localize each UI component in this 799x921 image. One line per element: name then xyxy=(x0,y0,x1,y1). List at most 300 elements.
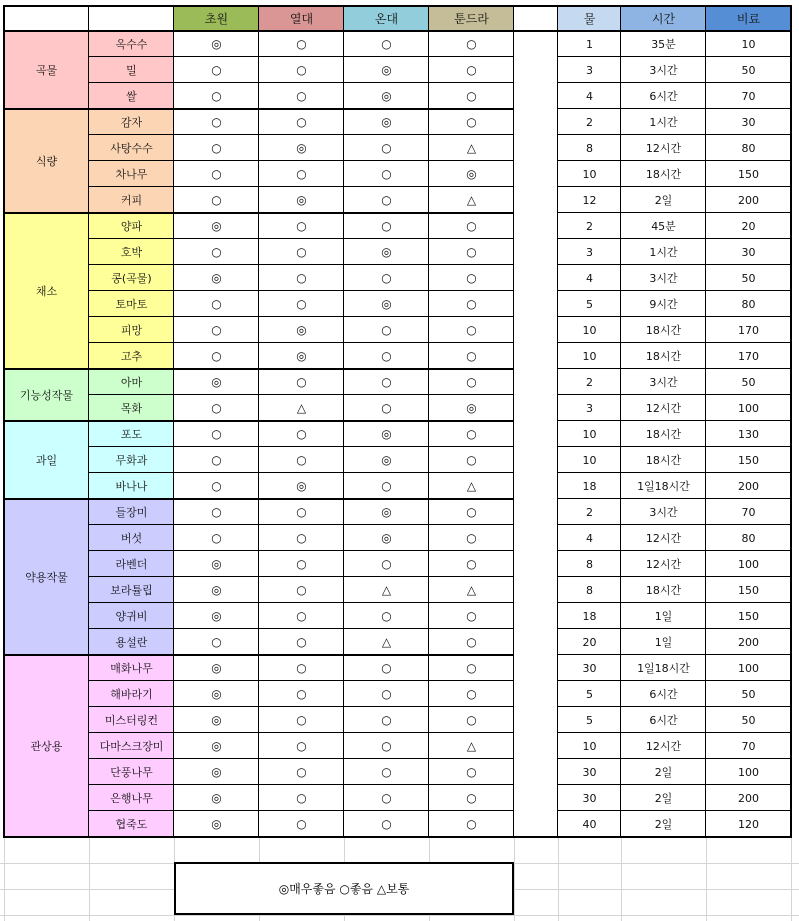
time-value[interactable] xyxy=(621,603,706,629)
time-value[interactable] xyxy=(621,525,706,551)
cost-value[interactable] xyxy=(706,577,791,603)
time-value[interactable] xyxy=(621,785,706,811)
suitability-mark[interactable] xyxy=(344,83,429,109)
cost-value[interactable] xyxy=(706,187,791,213)
suitability-mark-text: ○ xyxy=(211,635,222,649)
suitability-mark[interactable] xyxy=(429,499,514,525)
spacer-cell[interactable] xyxy=(514,239,558,265)
water-value[interactable] xyxy=(558,447,621,473)
suitability-mark[interactable] xyxy=(259,811,344,837)
time-value[interactable] xyxy=(621,187,706,213)
spacer-cell[interactable] xyxy=(514,655,558,681)
suitability-mark[interactable] xyxy=(344,109,429,135)
suitability-mark[interactable] xyxy=(344,343,429,369)
suitability-mark[interactable] xyxy=(259,57,344,83)
spacer-cell[interactable] xyxy=(514,213,558,239)
suitability-mark[interactable] xyxy=(429,525,514,551)
spacer-cell[interactable] xyxy=(514,57,558,83)
time-value[interactable] xyxy=(621,681,706,707)
spacer-cell[interactable] xyxy=(514,369,558,395)
cost-value[interactable] xyxy=(706,811,791,837)
suitability-mark[interactable] xyxy=(174,603,259,629)
suitability-mark[interactable] xyxy=(344,681,429,707)
cost-value[interactable] xyxy=(706,239,791,265)
water-value[interactable] xyxy=(558,31,621,57)
suitability-mark[interactable] xyxy=(259,681,344,707)
cost-value[interactable] xyxy=(706,343,791,369)
time-value[interactable] xyxy=(621,239,706,265)
spacer-cell[interactable] xyxy=(514,109,558,135)
suitability-mark[interactable] xyxy=(429,135,514,161)
water-value[interactable] xyxy=(558,681,621,707)
suitability-mark[interactable] xyxy=(429,759,514,785)
suitability-mark[interactable] xyxy=(174,629,259,655)
suitability-mark[interactable] xyxy=(259,369,344,395)
time-value[interactable] xyxy=(621,473,706,499)
water-value[interactable] xyxy=(558,421,621,447)
spacer-cell[interactable] xyxy=(514,317,558,343)
cost-value[interactable] xyxy=(706,447,791,473)
suitability-mark[interactable] xyxy=(344,577,429,603)
suitability-mark[interactable] xyxy=(259,785,344,811)
suitability-mark[interactable] xyxy=(344,499,429,525)
water-value[interactable] xyxy=(558,629,621,655)
suitability-mark[interactable] xyxy=(429,447,514,473)
time-value[interactable] xyxy=(621,551,706,577)
suitability-mark[interactable] xyxy=(344,551,429,577)
water-value[interactable] xyxy=(558,499,621,525)
suitability-mark[interactable] xyxy=(344,31,429,57)
time-value[interactable] xyxy=(621,395,706,421)
suitability-mark[interactable] xyxy=(259,109,344,135)
spacer-cell[interactable] xyxy=(514,187,558,213)
time-value[interactable] xyxy=(621,811,706,837)
suitability-mark[interactable] xyxy=(174,343,259,369)
spacer-cell[interactable] xyxy=(514,447,558,473)
suitability-mark[interactable] xyxy=(259,187,344,213)
water-value[interactable] xyxy=(558,213,621,239)
spacer-cell[interactable] xyxy=(514,291,558,317)
category-6[interactable] xyxy=(4,655,89,837)
header-spacer[interactable] xyxy=(514,5,558,31)
crop-name[interactable] xyxy=(89,135,174,161)
time-value[interactable] xyxy=(621,369,706,395)
suitability-mark[interactable] xyxy=(259,239,344,265)
suitability-mark[interactable] xyxy=(344,655,429,681)
suitability-mark[interactable] xyxy=(344,265,429,291)
suitability-mark[interactable] xyxy=(344,317,429,343)
suitability-mark[interactable] xyxy=(174,551,259,577)
spacer-cell[interactable] xyxy=(514,811,558,837)
suitability-mark[interactable] xyxy=(259,447,344,473)
suitability-mark[interactable] xyxy=(344,369,429,395)
cost-value[interactable] xyxy=(706,31,791,57)
water-value[interactable] xyxy=(558,395,621,421)
time-value[interactable] xyxy=(621,577,706,603)
suitability-mark[interactable] xyxy=(429,655,514,681)
suitability-mark-text: ○ xyxy=(381,557,392,571)
suitability-mark[interactable] xyxy=(429,343,514,369)
suitability-mark[interactable] xyxy=(259,577,344,603)
suitability-mark[interactable] xyxy=(174,109,259,135)
category-2[interactable] xyxy=(4,213,89,369)
water-value[interactable] xyxy=(558,603,621,629)
spacer-cell[interactable] xyxy=(514,161,558,187)
water-value[interactable] xyxy=(558,83,621,109)
cost-value[interactable] xyxy=(706,551,791,577)
suitability-mark[interactable] xyxy=(174,525,259,551)
water-value[interactable] xyxy=(558,317,621,343)
spacer-cell[interactable] xyxy=(514,343,558,369)
time-value[interactable] xyxy=(621,343,706,369)
suitability-mark[interactable] xyxy=(259,759,344,785)
time-value[interactable] xyxy=(621,135,706,161)
header-tundra[interactable] xyxy=(429,5,514,31)
suitability-mark[interactable] xyxy=(344,629,429,655)
suitability-mark[interactable] xyxy=(259,499,344,525)
crop-name[interactable] xyxy=(89,499,174,525)
crop-name[interactable] xyxy=(89,187,174,213)
category-1[interactable] xyxy=(4,109,89,213)
cost-value[interactable] xyxy=(706,135,791,161)
water-value[interactable] xyxy=(558,239,621,265)
suitability-mark[interactable] xyxy=(429,681,514,707)
header-temperate[interactable] xyxy=(344,5,429,31)
crop-name[interactable] xyxy=(89,733,174,759)
spacer-cell[interactable] xyxy=(514,83,558,109)
water-value[interactable] xyxy=(558,525,621,551)
time-value-text: 9시간 xyxy=(649,298,678,311)
crop-name[interactable] xyxy=(89,447,174,473)
suitability-mark[interactable] xyxy=(174,655,259,681)
water-value[interactable] xyxy=(558,759,621,785)
water-value[interactable] xyxy=(558,369,621,395)
suitability-mark[interactable] xyxy=(344,811,429,837)
crop-name[interactable] xyxy=(89,707,174,733)
water-value[interactable] xyxy=(558,343,621,369)
spacer-cell[interactable] xyxy=(514,551,558,577)
suitability-mark[interactable] xyxy=(174,681,259,707)
crop-name[interactable] xyxy=(89,811,174,837)
suitability-mark[interactable] xyxy=(344,785,429,811)
spacer-cell[interactable] xyxy=(514,759,558,785)
cost-value[interactable] xyxy=(706,525,791,551)
suitability-mark[interactable] xyxy=(259,473,344,499)
crop-name[interactable] xyxy=(89,109,174,135)
time-value[interactable] xyxy=(621,447,706,473)
suitability-mark[interactable] xyxy=(429,239,514,265)
water-value[interactable] xyxy=(558,135,621,161)
suitability-mark[interactable] xyxy=(174,291,259,317)
water-value[interactable] xyxy=(558,291,621,317)
crop-name[interactable] xyxy=(89,629,174,655)
crop-name[interactable] xyxy=(89,785,174,811)
suitability-mark[interactable] xyxy=(429,213,514,239)
water-value[interactable] xyxy=(558,733,621,759)
header-cost[interactable] xyxy=(706,5,791,31)
cost-value[interactable] xyxy=(706,473,791,499)
crop-name[interactable] xyxy=(89,57,174,83)
water-value[interactable] xyxy=(558,473,621,499)
time-value[interactable] xyxy=(621,109,706,135)
spacer-cell[interactable] xyxy=(514,733,558,759)
cost-value[interactable] xyxy=(706,395,791,421)
suitability-mark[interactable] xyxy=(174,213,259,239)
spacer-cell[interactable] xyxy=(514,525,558,551)
time-value[interactable] xyxy=(621,655,706,681)
water-value[interactable] xyxy=(558,785,621,811)
suitability-mark[interactable] xyxy=(344,213,429,239)
time-value[interactable] xyxy=(621,499,706,525)
suitability-mark[interactable] xyxy=(174,733,259,759)
suitability-mark[interactable] xyxy=(429,317,514,343)
suitability-mark[interactable] xyxy=(344,57,429,83)
water-value[interactable] xyxy=(558,707,621,733)
crop-name[interactable] xyxy=(89,421,174,447)
water-value[interactable] xyxy=(558,577,621,603)
suitability-mark[interactable] xyxy=(429,57,514,83)
cost-value[interactable] xyxy=(706,655,791,681)
legend-box[interactable] xyxy=(174,862,514,915)
crop-name[interactable] xyxy=(89,759,174,785)
suitability-mark[interactable] xyxy=(429,733,514,759)
suitability-mark[interactable] xyxy=(344,421,429,447)
crop-name[interactable] xyxy=(89,525,174,551)
suitability-mark[interactable] xyxy=(344,135,429,161)
suitability-mark[interactable] xyxy=(344,447,429,473)
suitability-mark[interactable] xyxy=(429,369,514,395)
cost-value[interactable] xyxy=(706,759,791,785)
suitability-mark[interactable] xyxy=(174,135,259,161)
time-value[interactable] xyxy=(621,161,706,187)
suitability-mark[interactable] xyxy=(174,811,259,837)
crop-name[interactable] xyxy=(89,291,174,317)
suitability-mark[interactable] xyxy=(344,603,429,629)
suitability-mark[interactable] xyxy=(259,707,344,733)
time-value[interactable] xyxy=(621,707,706,733)
time-value[interactable] xyxy=(621,759,706,785)
category-4[interactable] xyxy=(4,421,89,499)
suitability-mark[interactable] xyxy=(429,551,514,577)
cost-value[interactable] xyxy=(706,603,791,629)
category-5[interactable] xyxy=(4,499,89,655)
suitability-mark[interactable] xyxy=(259,629,344,655)
header-blank-b[interactable] xyxy=(89,5,174,31)
suitability-mark[interactable] xyxy=(429,109,514,135)
suitability-mark[interactable] xyxy=(174,317,259,343)
spacer-cell[interactable] xyxy=(514,499,558,525)
suitability-mark[interactable] xyxy=(174,239,259,265)
crop-name[interactable] xyxy=(89,395,174,421)
time-value[interactable] xyxy=(621,733,706,759)
suitability-mark[interactable] xyxy=(429,811,514,837)
suitability-mark[interactable] xyxy=(344,759,429,785)
suitability-mark[interactable] xyxy=(174,577,259,603)
water-value[interactable] xyxy=(558,265,621,291)
crop-name[interactable] xyxy=(89,317,174,343)
suitability-mark[interactable] xyxy=(344,733,429,759)
suitability-mark[interactable] xyxy=(344,291,429,317)
time-value[interactable] xyxy=(621,83,706,109)
time-value[interactable] xyxy=(621,317,706,343)
cost-value[interactable] xyxy=(706,109,791,135)
suitability-mark[interactable] xyxy=(429,707,514,733)
suitability-mark[interactable] xyxy=(429,473,514,499)
spacer-cell[interactable] xyxy=(514,681,558,707)
cost-value[interactable] xyxy=(706,161,791,187)
suitability-mark[interactable] xyxy=(259,83,344,109)
cost-value[interactable] xyxy=(706,317,791,343)
cost-value[interactable] xyxy=(706,369,791,395)
cost-value[interactable] xyxy=(706,629,791,655)
header-time[interactable] xyxy=(621,5,706,31)
cost-value[interactable] xyxy=(706,265,791,291)
header-tropical[interactable] xyxy=(259,5,344,31)
suitability-mark[interactable] xyxy=(429,265,514,291)
suitability-mark[interactable] xyxy=(344,161,429,187)
suitability-mark[interactable] xyxy=(429,83,514,109)
water-value[interactable] xyxy=(558,811,621,837)
spacer-cell[interactable] xyxy=(514,395,558,421)
spacer-cell[interactable] xyxy=(514,603,558,629)
suitability-mark[interactable] xyxy=(174,187,259,213)
suitability-mark[interactable] xyxy=(429,577,514,603)
time-value[interactable] xyxy=(621,629,706,655)
suitability-mark[interactable] xyxy=(259,291,344,317)
suitability-mark[interactable] xyxy=(429,785,514,811)
suitability-mark[interactable] xyxy=(259,525,344,551)
cost-value[interactable] xyxy=(706,707,791,733)
water-value[interactable] xyxy=(558,57,621,83)
spacer-cell[interactable] xyxy=(514,31,558,57)
crop-name[interactable] xyxy=(89,239,174,265)
time-value[interactable] xyxy=(621,421,706,447)
cost-value[interactable] xyxy=(706,785,791,811)
cost-value[interactable] xyxy=(706,83,791,109)
crop-name[interactable] xyxy=(89,577,174,603)
time-value[interactable] xyxy=(621,265,706,291)
water-value[interactable] xyxy=(558,551,621,577)
time-value[interactable] xyxy=(621,57,706,83)
crop-name[interactable] xyxy=(89,551,174,577)
suitability-mark[interactable] xyxy=(174,31,259,57)
suitability-mark[interactable] xyxy=(344,239,429,265)
suitability-mark[interactable] xyxy=(429,421,514,447)
water-value[interactable] xyxy=(558,109,621,135)
suitability-mark[interactable] xyxy=(174,473,259,499)
suitability-mark[interactable] xyxy=(174,395,259,421)
time-value[interactable] xyxy=(621,31,706,57)
suitability-mark[interactable] xyxy=(429,161,514,187)
crop-name[interactable] xyxy=(89,369,174,395)
suitability-mark[interactable] xyxy=(259,421,344,447)
suitability-mark[interactable] xyxy=(174,369,259,395)
suitability-mark[interactable] xyxy=(429,31,514,57)
suitability-mark[interactable] xyxy=(344,473,429,499)
suitability-mark[interactable] xyxy=(259,603,344,629)
suitability-mark[interactable] xyxy=(259,733,344,759)
spacer-cell[interactable] xyxy=(514,785,558,811)
suitability-mark[interactable] xyxy=(174,499,259,525)
suitability-mark[interactable] xyxy=(344,707,429,733)
time-value[interactable] xyxy=(621,213,706,239)
crop-name[interactable] xyxy=(89,31,174,57)
header-grassland[interactable] xyxy=(174,5,259,31)
header-blank-a[interactable] xyxy=(4,5,89,31)
suitability-mark[interactable] xyxy=(259,317,344,343)
suitability-mark[interactable] xyxy=(259,31,344,57)
crop-name[interactable] xyxy=(89,213,174,239)
suitability-mark[interactable] xyxy=(429,187,514,213)
suitability-mark[interactable] xyxy=(174,421,259,447)
suitability-mark[interactable] xyxy=(259,265,344,291)
suitability-mark[interactable] xyxy=(259,395,344,421)
suitability-mark[interactable] xyxy=(174,785,259,811)
suitability-mark[interactable] xyxy=(429,603,514,629)
spacer-cell[interactable] xyxy=(514,629,558,655)
cost-value[interactable] xyxy=(706,733,791,759)
spacer-cell[interactable] xyxy=(514,265,558,291)
suitability-mark[interactable] xyxy=(174,83,259,109)
suitability-mark[interactable] xyxy=(174,265,259,291)
suitability-mark[interactable] xyxy=(259,343,344,369)
crop-name[interactable] xyxy=(89,161,174,187)
suitability-mark[interactable] xyxy=(344,187,429,213)
suitability-mark[interactable] xyxy=(259,161,344,187)
spacer-cell[interactable] xyxy=(514,421,558,447)
suitability-mark[interactable] xyxy=(429,395,514,421)
suitability-mark[interactable] xyxy=(344,525,429,551)
category-0[interactable] xyxy=(4,31,89,109)
crop-name[interactable] xyxy=(89,343,174,369)
category-3[interactable] xyxy=(4,369,89,421)
suitability-mark[interactable] xyxy=(174,57,259,83)
suitability-mark[interactable] xyxy=(259,135,344,161)
water-value[interactable] xyxy=(558,187,621,213)
suitability-mark[interactable] xyxy=(174,447,259,473)
water-value[interactable] xyxy=(558,655,621,681)
crop-name[interactable] xyxy=(89,603,174,629)
suitability-mark[interactable] xyxy=(344,395,429,421)
suitability-mark[interactable] xyxy=(259,213,344,239)
suitability-mark[interactable] xyxy=(259,551,344,577)
crop-name[interactable] xyxy=(89,473,174,499)
cost-value[interactable] xyxy=(706,291,791,317)
spacer-cell[interactable] xyxy=(514,135,558,161)
suitability-mark[interactable] xyxy=(429,629,514,655)
spacer-cell[interactable] xyxy=(514,577,558,603)
time-value[interactable] xyxy=(621,291,706,317)
spacer-cell[interactable] xyxy=(514,473,558,499)
suitability-mark[interactable] xyxy=(259,655,344,681)
suitability-mark[interactable] xyxy=(174,707,259,733)
crop-name[interactable] xyxy=(89,681,174,707)
suitability-mark[interactable] xyxy=(174,759,259,785)
cost-value[interactable] xyxy=(706,681,791,707)
cost-value[interactable] xyxy=(706,57,791,83)
crop-name[interactable] xyxy=(89,83,174,109)
header-water[interactable] xyxy=(558,5,621,31)
cost-value[interactable] xyxy=(706,421,791,447)
cost-value[interactable] xyxy=(706,213,791,239)
crop-name[interactable] xyxy=(89,655,174,681)
water-value[interactable] xyxy=(558,161,621,187)
crop-name[interactable] xyxy=(89,265,174,291)
suitability-mark[interactable] xyxy=(174,161,259,187)
spacer-cell[interactable] xyxy=(514,707,558,733)
suitability-mark[interactable] xyxy=(429,291,514,317)
cost-value[interactable] xyxy=(706,499,791,525)
